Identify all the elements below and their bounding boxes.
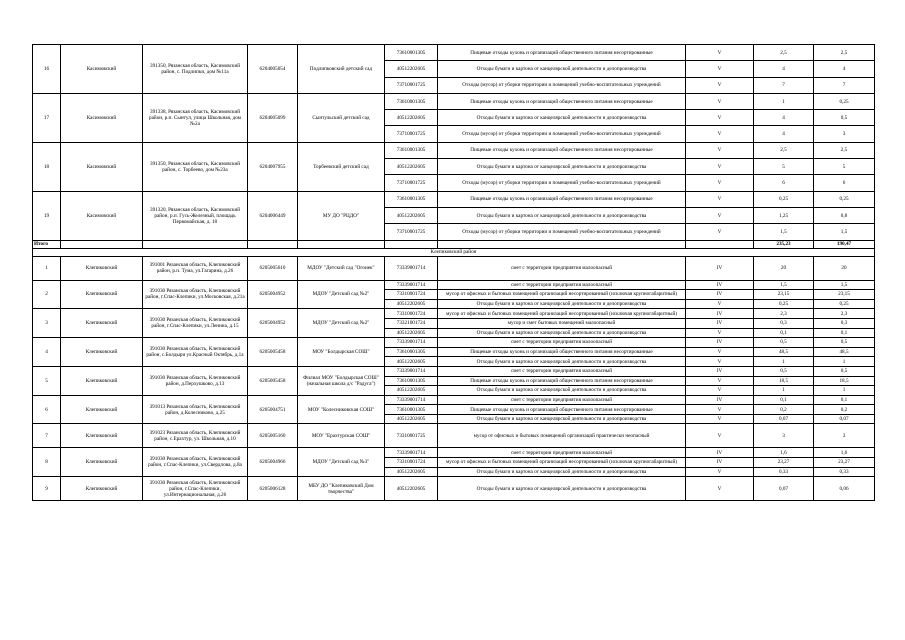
amount-transferred-cell: 5: [814, 159, 875, 175]
table-row: [33, 191, 875, 207]
hazard-class-cell: V: [686, 207, 754, 223]
district-cell: Клепиковский: [61, 424, 143, 448]
waste-name-cell: мусор и смет бытовых помещений малоопасный: [438, 318, 686, 328]
amount-transferred-cell: 0,07: [814, 414, 875, 424]
address-cell: 391030 Рязанская область, Клепиковский район, г.Спас-Клепики, ул.Свердлова, д.8а: [143, 448, 248, 477]
amount-generated-cell: 0,07: [754, 477, 814, 501]
amount-generated-cell: 48,5: [754, 347, 814, 357]
hazard-class-cell: V: [686, 414, 754, 424]
hazard-class-cell: V: [686, 357, 754, 367]
hazard-class-cell: IV: [686, 448, 754, 458]
row-number-cell: 19: [33, 191, 61, 240]
waste-code-cell: 73610001305: [385, 376, 438, 386]
waste-code-cell: 40512202605: [385, 299, 438, 309]
inn-cell: 6204005099: [248, 93, 298, 142]
amount-transferred-cell: 2,5: [814, 45, 875, 61]
amount-transferred-cell: 0,1: [814, 328, 875, 338]
row-number-cell: 1: [33, 256, 61, 280]
waste-name-cell: Пищевые отходы кухонь и организаций общественного питания несортированные: [438, 191, 686, 207]
district-cell: Касимовский: [61, 45, 143, 94]
amount-generated-cell: 4: [754, 61, 814, 77]
address-cell: 391013 Рязанская область, Клепиковский район, д.Колесниково, д.25: [143, 395, 248, 424]
hazard-class-cell: V: [686, 405, 754, 415]
amount-transferred-cell: 0,5: [814, 338, 875, 348]
district-cell: Касимовский: [61, 93, 143, 142]
address-cell: 391030 Рязанская область, Клепиковский район, д.Перхушково, д.13: [143, 366, 248, 395]
district-cell: Клепиковский: [61, 448, 143, 477]
waste-name-cell: мусор от офисных и бытовых помещений организаций несортированный (исключая крупногабаритный): [438, 458, 686, 468]
table-row: [33, 93, 875, 109]
waste-name-cell: Отходы бумаги и картона от канцелярской деятельности и делопроизводства: [438, 386, 686, 396]
waste-code-cell: 73310001725: [385, 424, 438, 448]
amount-generated-cell: 23,27: [754, 458, 814, 468]
hazard-class-cell: V: [686, 61, 754, 77]
hazard-class-cell: V: [686, 191, 754, 207]
waste-code-cell: 40512202605: [385, 61, 438, 77]
waste-name-cell: смет с территории предприятия малоопасный: [438, 256, 686, 280]
amount-generated-cell: 0,5: [754, 338, 814, 348]
amount-transferred-cell: 1: [814, 357, 875, 367]
amount-generated-cell: 1: [754, 357, 814, 367]
document-page: [32, 44, 874, 501]
waste-code-cell: 73610001305: [385, 142, 438, 158]
empty-cell: [298, 240, 385, 248]
waste-code-cell: 73610001305: [385, 347, 438, 357]
table-row: [33, 424, 875, 448]
waste-name-cell: Отходы (мусор) от уборки территории и помещений учебно-воспитательных учреждений: [438, 175, 686, 191]
organization-cell: Торбеевский детский сад: [298, 142, 385, 191]
table-row: [33, 309, 875, 319]
inn-cell: 6205004751: [248, 395, 298, 424]
waste-code-cell: 40512202605: [385, 357, 438, 367]
inn-cell: 6205005458: [248, 366, 298, 395]
waste-name-cell: смет с территории предприятия малоопасный: [438, 395, 686, 405]
waste-name-cell: Отходы бумаги и картона от канцелярской деятельности и делопроизводства: [438, 299, 686, 309]
amount-generated-cell: 1,6: [754, 448, 814, 458]
address-cell: 391030 Рязанская область, Клепиковский район, г.Спас-Клепики, ул.Московская, д.21а: [143, 280, 248, 309]
hazard-class-cell: V: [686, 224, 754, 240]
row-number-cell: 16: [33, 45, 61, 94]
amount-generated-cell: 3: [754, 424, 814, 448]
totals-transferred: 190,47: [814, 240, 875, 248]
table-row: [33, 477, 875, 501]
organization-cell: МДОУ "Детский сад №2": [298, 309, 385, 338]
hazard-class-cell: V: [686, 175, 754, 191]
address-cell: 391338, Рязанская область, Касимовский район, р.п. Сынтул, улица Школьная, дом №2а: [143, 93, 248, 142]
waste-name-cell: Отходы бумаги и картона от канцелярской деятельности и делопроизводства: [438, 61, 686, 77]
hazard-class-cell: V: [686, 477, 754, 501]
waste-name-cell: Пищевые отходы кухонь и организаций общественного питания несортированные: [438, 347, 686, 357]
waste-code-cell: 73321001724: [385, 318, 438, 328]
empty-cell: [686, 240, 754, 248]
amount-transferred-cell: 0,5: [814, 366, 875, 376]
amount-transferred-cell: 23,15: [814, 290, 875, 300]
waste-name-cell: Отходы бумаги и картона от канцелярской деятельности и делопроизводства: [438, 467, 686, 477]
row-number-cell: 3: [33, 309, 61, 338]
section-header-row: [33, 248, 875, 256]
table-row: [33, 338, 875, 348]
address-cell: 391030 Рязанская область, Клепиковский район, с.Болдыри ул.Красный Октябрь, д.1а: [143, 338, 248, 367]
amount-transferred-cell: 0,1: [814, 395, 875, 405]
waste-name-cell: смет с территории предприятия малоопасный: [438, 280, 686, 290]
row-number-cell: 6: [33, 395, 61, 424]
amount-transferred-cell: 0,06: [814, 477, 875, 501]
inn-cell: 6205005160: [248, 424, 298, 448]
organization-cell: Филиал МОУ "Болдырская СОШ" (начальная школа д/с "Радуга"): [298, 366, 385, 395]
totals-row: [33, 240, 875, 248]
amount-generated-cell: 0,25: [754, 299, 814, 309]
amount-generated-cell: 2,5: [754, 142, 814, 158]
waste-code-cell: 73610001305: [385, 405, 438, 415]
address-cell: 391001 Рязанская область, Клепиковский район, р.п. Тума, ул.Гагарина, д.26: [143, 256, 248, 280]
waste-code-cell: 73610001305: [385, 93, 438, 109]
amount-transferred-cell: 0,25: [814, 191, 875, 207]
amount-transferred-cell: 0,25: [814, 299, 875, 309]
waste-name-cell: мусор от офисных и бытовых помещений организаций практически неопасный: [438, 424, 686, 448]
waste-code-cell: 73339001714: [385, 338, 438, 348]
district-cell: Клепиковский: [61, 477, 143, 501]
waste-name-cell: Отходы бумаги и картона от канцелярской деятельности и делопроизводства: [438, 328, 686, 338]
organization-cell: МОУ "Болдырская СОШ": [298, 338, 385, 367]
waste-name-cell: смет с территории предприятия малоопасный: [438, 366, 686, 376]
inn-cell: 6205005610: [248, 256, 298, 280]
amount-transferred-cell: 0,8: [814, 207, 875, 223]
waste-code-cell: 73339001714: [385, 366, 438, 376]
section-title: Клепиковский район: [33, 248, 875, 256]
hazard-class-cell: V: [686, 424, 754, 448]
hazard-class-cell: IV: [686, 290, 754, 300]
district-cell: Клепиковский: [61, 309, 143, 338]
amount-generated-cell: 1: [754, 93, 814, 109]
amount-generated-cell: 18,5: [754, 376, 814, 386]
hazard-class-cell: V: [686, 467, 754, 477]
hazard-class-cell: V: [686, 110, 754, 126]
amount-generated-cell: 0,33: [754, 467, 814, 477]
amount-transferred-cell: 0,25: [814, 93, 875, 109]
organization-cell: МДОУ "Детский сад "Огонек": [298, 256, 385, 280]
amount-generated-cell: 0,07: [754, 414, 814, 424]
amount-transferred-cell: 0,2: [814, 405, 875, 415]
waste-name-cell: Отходы бумаги и картона от канцелярской деятельности и делопроизводства: [438, 477, 686, 501]
organization-cell: Сынтульский детский сад: [298, 93, 385, 142]
waste-name-cell: Пищевые отходы кухонь и организаций общественного питания несортированные: [438, 376, 686, 386]
table-row: [33, 256, 875, 280]
inn-cell: 6204005054: [248, 45, 298, 94]
row-number-cell: 5: [33, 366, 61, 395]
amount-transferred-cell: 18,5: [814, 376, 875, 386]
district-cell: Клепиковский: [61, 338, 143, 367]
amount-generated-cell: 0,2: [754, 405, 814, 415]
hazard-class-cell: V: [686, 142, 754, 158]
inn-cell: 6205004952: [248, 309, 298, 338]
waste-code-cell: 73310001724: [385, 290, 438, 300]
totals-label: Итого: [33, 240, 61, 248]
waste-code-cell: 73610001305: [385, 45, 438, 61]
amount-transferred-cell: 23,27: [814, 458, 875, 468]
amount-transferred-cell: 6: [814, 175, 875, 191]
amount-transferred-cell: 2,5: [814, 142, 875, 158]
address-cell: 391320, Рязанская область, Касимовский район, р.п. Гусь-Железный, площадь Первомайская, д. 18: [143, 191, 248, 240]
waste-code-cell: 73310001724: [385, 309, 438, 319]
amount-transferred-cell: 20: [814, 256, 875, 280]
totals-generated: 235,23: [754, 240, 814, 248]
amount-transferred-cell: 0,5: [814, 110, 875, 126]
hazard-class-cell: IV: [686, 256, 754, 280]
waste-name-cell: Пищевые отходы кухонь и организаций общественного питания несортированные: [438, 45, 686, 61]
row-number-cell: 2: [33, 280, 61, 309]
waste-name-cell: Отходы бумаги и картона от канцелярской деятельности и делопроизводства: [438, 159, 686, 175]
hazard-class-cell: V: [686, 328, 754, 338]
empty-cell: [385, 240, 438, 248]
waste-code-cell: 73310001724: [385, 458, 438, 468]
waste-code-cell: 73610001305: [385, 191, 438, 207]
hazard-class-cell: IV: [686, 458, 754, 468]
hazard-class-cell: V: [686, 45, 754, 61]
hazard-class-cell: V: [686, 347, 754, 357]
waste-name-cell: Пищевые отходы кухонь и организаций общественного питания несортированные: [438, 142, 686, 158]
waste-code-cell: 40512202605: [385, 207, 438, 223]
hazard-class-cell: IV: [686, 366, 754, 376]
amount-generated-cell: 0,1: [754, 328, 814, 338]
district-cell: Клепиковский: [61, 280, 143, 309]
organization-cell: МОУ "Ерахтурская СОШ": [298, 424, 385, 448]
amount-generated-cell: 0,25: [754, 191, 814, 207]
hazard-class-cell: IV: [686, 318, 754, 328]
organization-cell: МОУ "Колесниковская СОШ": [298, 395, 385, 424]
table-row: [33, 45, 875, 61]
empty-cell: [143, 240, 248, 248]
waste-code-cell: 40512202605: [385, 414, 438, 424]
waste-name-cell: смет с территории предприятия малоопасный: [438, 338, 686, 348]
amount-generated-cell: 23,15: [754, 290, 814, 300]
waste-name-cell: Отходы бумаги и картона от канцелярской деятельности и делопроизводства: [438, 207, 686, 223]
row-number-cell: 4: [33, 338, 61, 367]
hazard-class-cell: IV: [686, 338, 754, 348]
table-row: [33, 448, 875, 458]
inn-cell: 6205004966: [248, 448, 298, 477]
amount-transferred-cell: 2,3: [814, 309, 875, 319]
waste-name-cell: мусор от офисных и бытовых помещений организаций несортированный (исключая крупногабаритный): [438, 290, 686, 300]
empty-cell: [248, 240, 298, 248]
amount-generated-cell: 7: [754, 77, 814, 93]
address-cell: 391023 Рязанская область, Клепиковский район, с.Ерахтур, ул. Школьная, д.10: [143, 424, 248, 448]
waste-code-cell: 73339001714: [385, 280, 438, 290]
amount-generated-cell: 2,3: [754, 309, 814, 319]
inn-cell: 6204006449: [248, 191, 298, 240]
amount-generated-cell: 5: [754, 159, 814, 175]
organization-cell: МБУ ДО "Клепиковский Дом творчества": [298, 477, 385, 501]
amount-transferred-cell: 1,6: [814, 448, 875, 458]
table-row: [33, 366, 875, 376]
amount-generated-cell: 1: [754, 386, 814, 396]
hazard-class-cell: V: [686, 299, 754, 309]
amount-generated-cell: 1,25: [754, 207, 814, 223]
amount-generated-cell: 0,1: [754, 395, 814, 405]
waste-code-cell: 73339001714: [385, 256, 438, 280]
amount-generated-cell: 4: [754, 110, 814, 126]
waste-code-cell: 40512202605: [385, 386, 438, 396]
district-cell: Касимовский: [61, 191, 143, 240]
district-cell: Клепиковский: [61, 256, 143, 280]
inn-cell: 6205005458: [248, 338, 298, 367]
waste-code-cell: 40512202605: [385, 110, 438, 126]
row-number-cell: 18: [33, 142, 61, 191]
row-number-cell: 17: [33, 93, 61, 142]
waste-register-table: [32, 44, 875, 501]
empty-cell: [438, 240, 686, 248]
district-cell: Касимовский: [61, 142, 143, 191]
amount-transferred-cell: 0,3: [814, 318, 875, 328]
waste-name-cell: Отходы (мусор) от уборки территории и помещений учебно-воспитательных учреждений: [438, 77, 686, 93]
waste-code-cell: 73339001714: [385, 395, 438, 405]
inn-cell: 6205006128: [248, 477, 298, 501]
address-cell: 391030 Рязанская область, Клепиковский район, г.Спас-Клепики, ул.Ленина, д.15: [143, 309, 248, 338]
amount-generated-cell: 6: [754, 175, 814, 191]
amount-transferred-cell: 3: [814, 424, 875, 448]
amount-generated-cell: 2,5: [754, 45, 814, 61]
amount-transferred-cell: 3: [814, 126, 875, 142]
waste-name-cell: Отходы (мусор) от уборки территории и помещений учебно-воспитательных учреждений: [438, 224, 686, 240]
waste-name-cell: Пищевые отходы кухонь и организаций общественного питания несортированные: [438, 93, 686, 109]
hazard-class-cell: IV: [686, 280, 754, 290]
empty-cell: [61, 240, 143, 248]
organization-cell: МДОУ "Детский сад №2": [298, 280, 385, 309]
amount-generated-cell: 1,5: [754, 224, 814, 240]
hazard-class-cell: V: [686, 386, 754, 396]
hazard-class-cell: V: [686, 77, 754, 93]
address-cell: 391350, Рязанская область, Касимовский район, с. Торбеево, дом №23а: [143, 142, 248, 191]
waste-code-cell: 73710001725: [385, 77, 438, 93]
waste-code-cell: 73339001714: [385, 448, 438, 458]
inn-cell: 6204007955: [248, 142, 298, 191]
amount-transferred-cell: 1: [814, 386, 875, 396]
amount-transferred-cell: 1,5: [814, 280, 875, 290]
amount-generated-cell: 4: [754, 126, 814, 142]
amount-transferred-cell: 7: [814, 77, 875, 93]
organization-cell: Подлипковский детский сад: [298, 45, 385, 94]
waste-code-cell: 73710001725: [385, 126, 438, 142]
amount-transferred-cell: 1,5: [814, 224, 875, 240]
amount-transferred-cell: 48,5: [814, 347, 875, 357]
row-number-cell: 9: [33, 477, 61, 501]
amount-generated-cell: 1,5: [754, 280, 814, 290]
row-number-cell: 8: [33, 448, 61, 477]
table-row: [33, 395, 875, 405]
amount-generated-cell: 0,5: [754, 366, 814, 376]
waste-code-cell: 40512202605: [385, 477, 438, 501]
amount-generated-cell: 0,3: [754, 318, 814, 328]
hazard-class-cell: V: [686, 93, 754, 109]
waste-code-cell: 40512202605: [385, 467, 438, 477]
row-number-cell: 7: [33, 424, 61, 448]
amount-generated-cell: 20: [754, 256, 814, 280]
amount-transferred-cell: 0,33: [814, 467, 875, 477]
waste-name-cell: Отходы бумаги и картона от канцелярской деятельности и делопроизводства: [438, 357, 686, 367]
hazard-class-cell: IV: [686, 395, 754, 405]
address-cell: 391030 Рязанская область, Клепиковский район, г.Спас-Клепики, ул.Интернациональная, д.26: [143, 477, 248, 501]
amount-transferred-cell: 4: [814, 61, 875, 77]
inn-cell: 6205004952: [248, 280, 298, 309]
organization-cell: МДОУ "Детский сад №3": [298, 448, 385, 477]
waste-name-cell: смет с территории предприятия малоопасный: [438, 448, 686, 458]
address-cell: 391350, Рязанская область, Касимовский район, с. Подлипки, дом №11а: [143, 45, 248, 94]
waste-name-cell: Отходы бумаги и картона от канцелярской деятельности и делопроизводства: [438, 414, 686, 424]
waste-name-cell: Отходы бумаги и картона от канцелярской деятельности и делопроизводства: [438, 110, 686, 126]
waste-code-cell: 73710001725: [385, 175, 438, 191]
hazard-class-cell: V: [686, 376, 754, 386]
district-cell: Клепиковский: [61, 395, 143, 424]
table-row: [33, 280, 875, 290]
waste-code-cell: 73710001725: [385, 224, 438, 240]
hazard-class-cell: IV: [686, 309, 754, 319]
waste-name-cell: Отходы (мусор) от уборки территории и помещений учебно-воспитательных учреждений: [438, 126, 686, 142]
waste-name-cell: мусор от офисных и бытовых помещений организаций несортированный (исключая крупногабаритный): [438, 309, 686, 319]
waste-code-cell: 40512202605: [385, 159, 438, 175]
waste-code-cell: 40512202605: [385, 328, 438, 338]
district-cell: Клепиковский: [61, 366, 143, 395]
waste-name-cell: Пищевые отходы кухонь и организаций общественного питания несортированные: [438, 405, 686, 415]
organization-cell: МУ ДО "РЦДО": [298, 191, 385, 240]
table-row: [33, 142, 875, 158]
hazard-class-cell: V: [686, 126, 754, 142]
hazard-class-cell: V: [686, 159, 754, 175]
